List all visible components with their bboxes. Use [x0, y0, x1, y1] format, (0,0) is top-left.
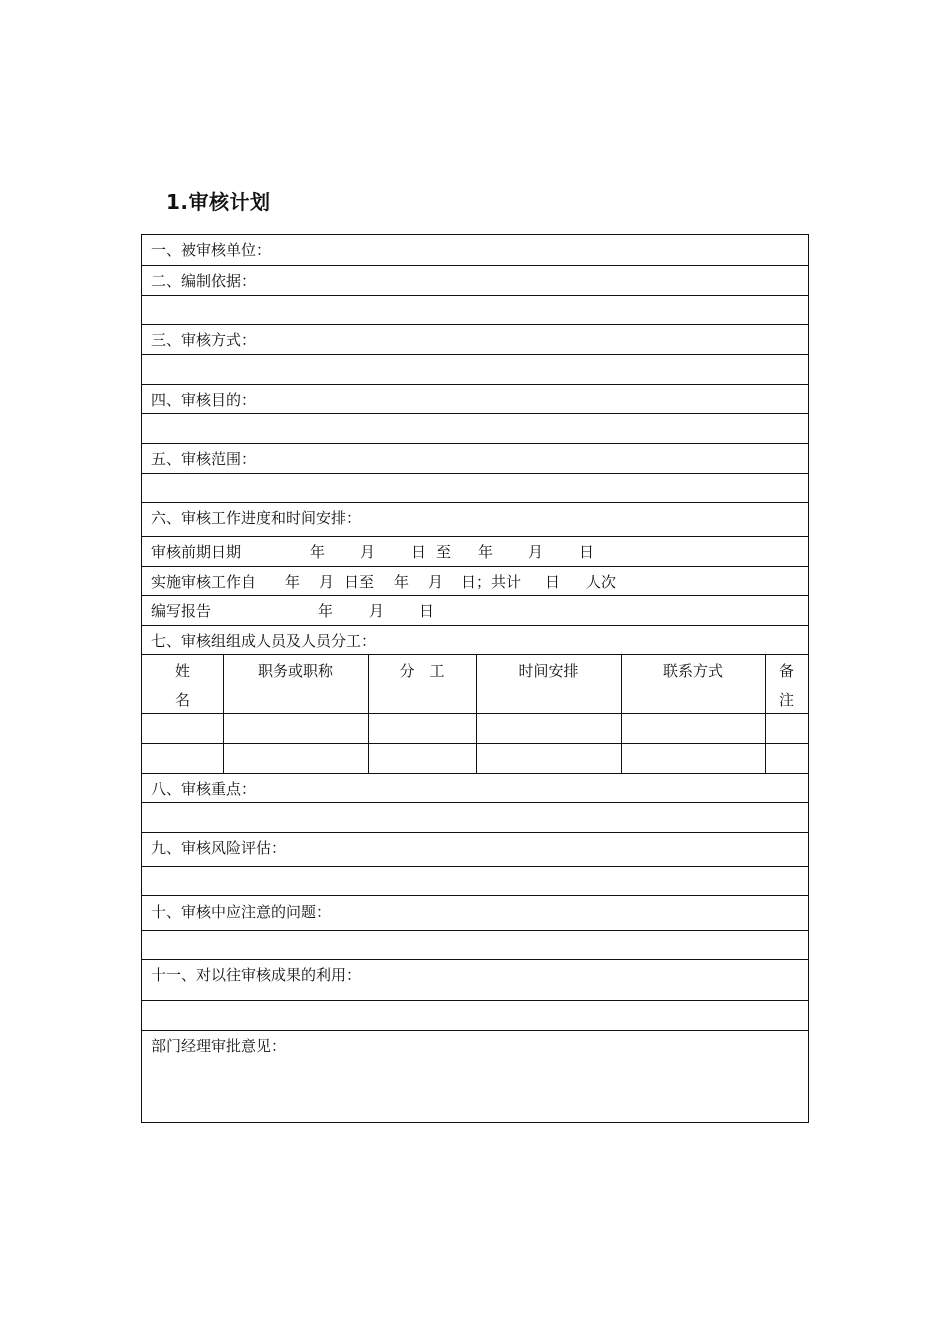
- scope-label: 五、审核范围：: [151, 450, 257, 468]
- report-label: 编写报告: [151, 602, 212, 620]
- page-title: 1.审核计划: [166, 190, 271, 214]
- issues-field[interactable]: [142, 930, 808, 959]
- impl-year2: 年: [394, 573, 410, 591]
- pre-year1: 年: [310, 543, 326, 561]
- report-month: 月: [369, 602, 385, 620]
- focus-field[interactable]: [142, 802, 808, 832]
- row-method: [142, 324, 808, 354]
- basis-label: 二、编制依据：: [151, 272, 257, 290]
- pre-month1: 月: [360, 543, 376, 561]
- row-team-heading: [142, 625, 808, 654]
- pre-year2: 年: [478, 543, 494, 561]
- impl-persons: 人次: [586, 573, 617, 591]
- column-divider: [223, 654, 224, 773]
- issues-label: 十、审核中应注意的问题：: [151, 903, 332, 921]
- team-col-remark: 备 注: [778, 662, 794, 709]
- impl-days: 日: [545, 573, 561, 591]
- row-audited-unit: [142, 235, 808, 265]
- team-heading: 七、审核组组成人员及人员分工：: [151, 632, 377, 650]
- risk-label: 九、审核风险评估：: [151, 839, 287, 857]
- impl-month2: 月: [428, 573, 444, 591]
- impl-month1: 月: [319, 573, 335, 591]
- team-col-contact: 联系方式: [662, 662, 723, 680]
- pre-to: 至: [436, 543, 452, 561]
- report-year: 年: [318, 602, 334, 620]
- row-focus: [142, 773, 808, 802]
- column-divider: [765, 654, 766, 773]
- schedule-label: 六、审核工作进度和时间安排：: [151, 509, 362, 527]
- impl-label: 实施审核工作自: [151, 573, 257, 591]
- impl-day2: 日；共计: [461, 573, 522, 591]
- team-col-title: 职务或职称: [257, 662, 333, 680]
- team-col-name: 姓 名: [174, 662, 190, 709]
- method-field[interactable]: [142, 354, 808, 384]
- team-col-role: 分 工: [399, 662, 445, 680]
- audit-plan-form: [141, 234, 809, 1123]
- audited-unit-label: 一、被审核单位：: [151, 241, 272, 259]
- team-row[interactable]: [142, 743, 808, 773]
- prior-results-label: 十一、对以往审核成果的利用：: [151, 966, 362, 984]
- basis-field[interactable]: [142, 295, 808, 324]
- impl-year1: 年: [285, 573, 301, 591]
- pre-day2: 日: [579, 543, 595, 561]
- column-divider: [621, 654, 622, 773]
- focus-label: 八、审核重点：: [151, 780, 257, 798]
- team-row[interactable]: [142, 713, 808, 743]
- row-scope: [142, 443, 808, 473]
- row-prior-results: [142, 959, 808, 1000]
- purpose-field[interactable]: [142, 413, 808, 443]
- row-issues: [142, 895, 808, 930]
- method-label: 三、审核方式：: [151, 331, 257, 349]
- column-divider: [368, 654, 369, 773]
- row-approval[interactable]: [142, 1030, 808, 1122]
- risk-field[interactable]: [142, 866, 808, 895]
- column-divider: [476, 654, 477, 773]
- row-risk: [142, 832, 808, 866]
- approval-label: 部门经理审批意见：: [151, 1037, 287, 1055]
- row-schedule: [142, 502, 808, 536]
- team-header-row: [142, 654, 808, 713]
- pre-month2: 月: [528, 543, 544, 561]
- impl-day1: 日至: [344, 573, 375, 591]
- row-basis: [142, 265, 808, 295]
- report-day: 日: [419, 602, 435, 620]
- team-col-time: 时间安排: [518, 662, 579, 680]
- prior-results-field[interactable]: [142, 1000, 808, 1030]
- row-report: [142, 595, 808, 625]
- row-implementation: [142, 566, 808, 595]
- pre-audit-label: 审核前期日期: [151, 543, 242, 561]
- pre-day1: 日: [411, 543, 427, 561]
- row-pre-audit-date: [142, 536, 808, 566]
- scope-field[interactable]: [142, 473, 808, 502]
- purpose-label: 四、审核目的：: [151, 391, 257, 409]
- row-purpose: [142, 384, 808, 413]
